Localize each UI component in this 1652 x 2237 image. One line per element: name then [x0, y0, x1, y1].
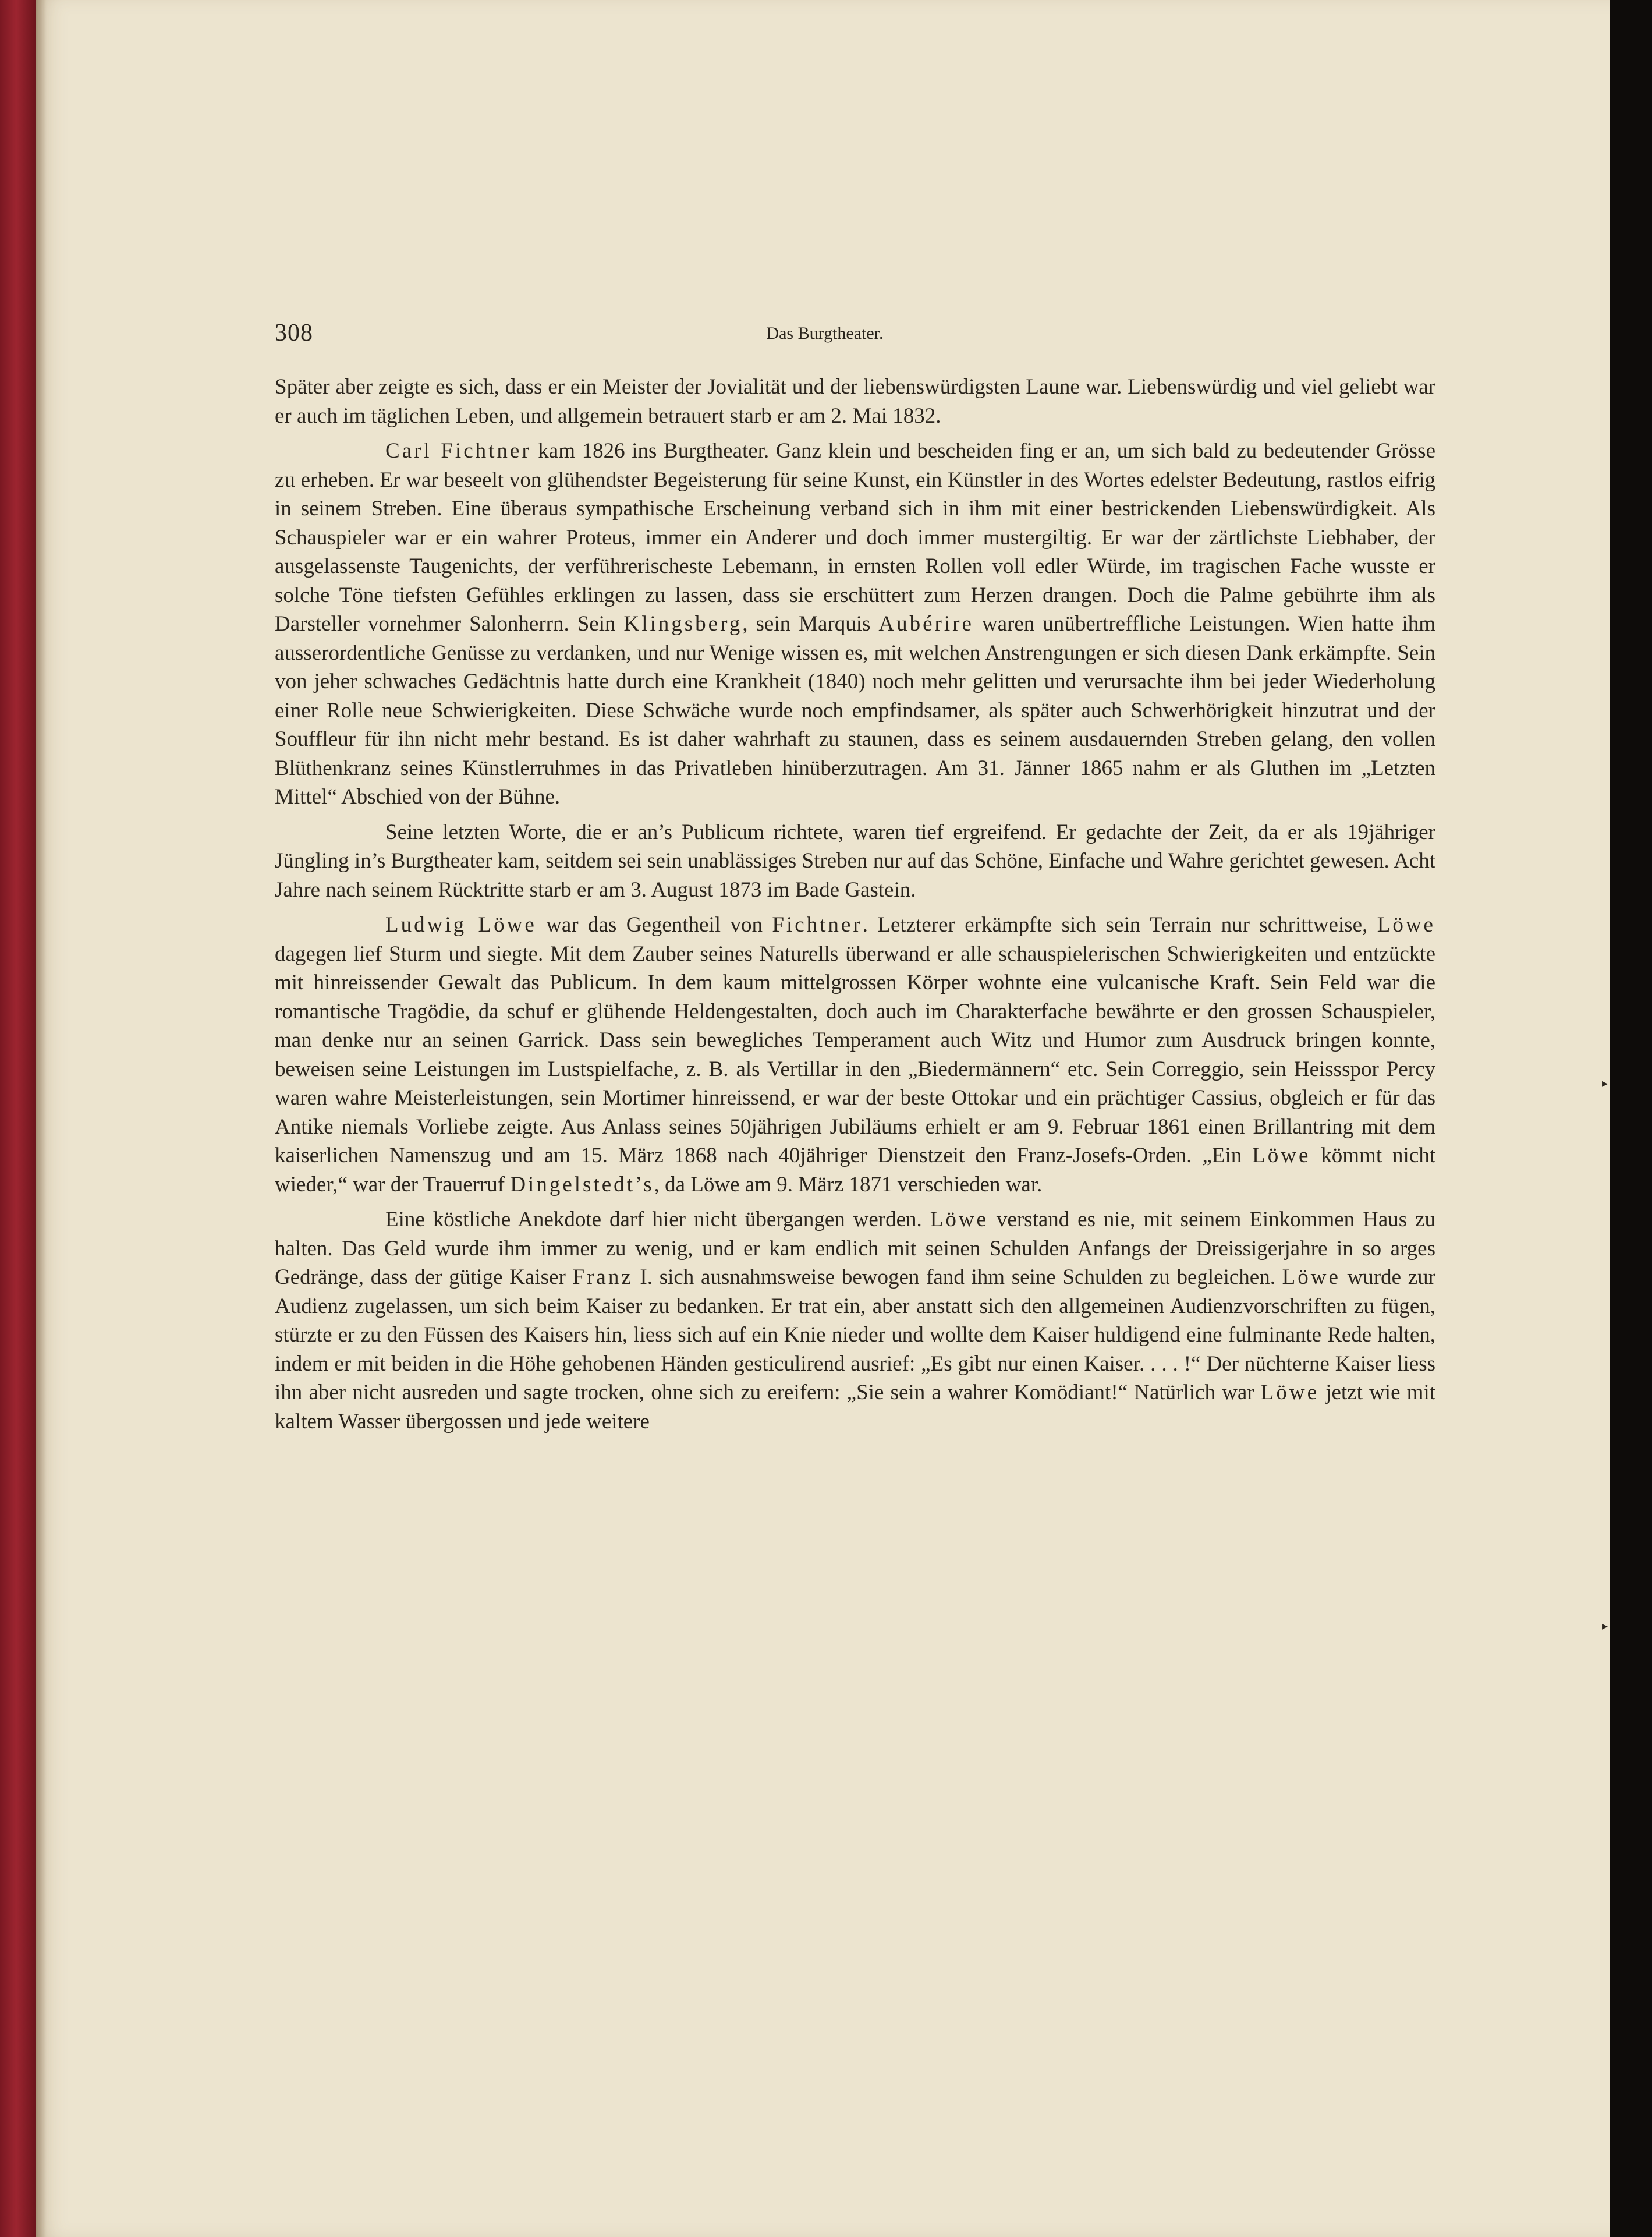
margin-mark: ▸ — [1602, 1619, 1608, 1633]
text-run: jetzt wie mit kaltem Wasser übergossen und jede weitere — [275, 1381, 1436, 1433]
text-run: Eine köstliche Anekdote darf hier nicht übergangen werden. — [385, 1208, 930, 1231]
spaced-name: Klingsberg — [623, 612, 743, 636]
scan-background-edge — [1610, 0, 1652, 2237]
text-run: wurde zur Audienz zugelassen, um sich beim Kaiser zu bedanken. Er trat ein, aber anstatt sich den allgemeinen Audienzvorschriften zu fügen, stürzte er zu den Füssen des Kaisers hin, liess sich auf ein Knie nieder und wollte dem Kaiser huldigend eine fulminante Rede halten, indem er mit beiden in die Höhe gehobenen Händen gesticulirend ausrief: „Es gibt nur einen Kaiser. . . . !“ Der nüchterne Kaiser liess ihn aber nicht ausreden und sagte trocken, ohne sich zu ereifern: „Sie sein a wahrer Komödiant!“ Natürlich war — [275, 1265, 1435, 1404]
running-title: Das Burgtheater. — [766, 324, 884, 343]
page-header — [275, 319, 1375, 354]
text-run: , da Löwe am 9. März 1871 verschieden war. — [654, 1172, 1043, 1197]
spaced-name: Löwe — [930, 1208, 988, 1231]
text-run: verstand es nie, mit seinem Einkommen Haus zu halten. Das Geld wurde ihm immer zu wenig, und er kam endlich mit seinen Schulden Anfangs der Dreissigerjahre in so arges Gedränge, dass der gütige Kaiser — [275, 1208, 1435, 1289]
text-run: kömmt nicht wieder,“ war der Trauerruf — [275, 1144, 1435, 1197]
spaced-name: Fichtner — [772, 913, 863, 937]
paragraph — [275, 437, 1435, 812]
spaced-name: Aubérire — [878, 612, 974, 636]
paragraph — [275, 911, 1435, 1199]
body-text — [275, 373, 1435, 1442]
text-run: Später aber zeigte es sich, dass er ein Meister der Jovialität und der liebenswürdigsten Laune war. Liebenswürdig und viel geliebt war er auch im täglichen Leben, und allgemein betrauert starb er am 2. Mai 1832. — [275, 375, 1435, 428]
text-run: waren unübertreffliche Leistungen. Wien hatte ihm ausserordentliche Genüsse zu verdanken, und nur Wenige wissen es, mit welchen Anstrengungen er sich diesen Dank erkämpfte. Sein von jeher schwaches Gedächtnis hatte durch eine Krankheit (1840) noch mehr gelitten und verursachte ihm bei jeder Wiederholung einer Rolle neue Schwierigkeiten. Diese Schwäche wurde noch empfindsamer, als später auch Schwerhörigkeit hinzutrat und der Souffleur für ihn nicht mehr bestand. Es ist daher wahrhaft zu staunen, dass es seinem ausdauernden Streben gelang, den vollen Blüthenkranz seines Künstlerruhmes in das Privatleben hinüberzutragen. Am 31. Jänner 1865 nahm er als Gluthen im „Letzten Mittel“ Abschied von der Bühne. — [275, 612, 1435, 809]
page-number: 308 — [275, 320, 313, 346]
spaced-name: Löwe — [1282, 1265, 1341, 1289]
paragraph — [275, 373, 1435, 430]
text-run: Seine letzten Worte, die er an’s Publicum richtete, waren tief ergreifend. Er gedachte der Zeit, da er als 19jähriger Jüngling in’s Burgtheater kam, seitdem sei sein unablässiges Streben nur auf das Schöne, Einfache und Wahre gerichtet gewesen. Acht Jahre nach seinem Rücktritte starb er am 3. August 1873 im Bade Gastein. — [275, 820, 1435, 902]
paragraph — [275, 1205, 1435, 1436]
text-run: I. sich ausnahmsweise bewogen fand ihm seine Schulden zu begleichen. — [633, 1265, 1282, 1289]
text-run: war das Gegentheil von — [536, 913, 772, 937]
spaced-name: Carl Fichtner — [385, 439, 531, 463]
margin-mark: ▸ — [1602, 1076, 1608, 1090]
text-run: kam 1826 ins Burgtheater. Ganz klein und bescheiden fing er an, um sich bald zu bedeutender Grösse zu erheben. Er war beseelt von glühendster Begeisterung für seine Kunst, ein Künstler in des Wortes edelster Bedeutung, rastlos eifrig in seinem Streben. Eine überaus sympathische Erscheinung verband sich in ihm mit einer bestrickenden Liebenswürdigkeit. Als Schauspieler war er ein wahrer Proteus, immer ein Anderer und doch immer mustergiltig. Er war der zärtlichste Liebhaber, der ausgelassenste Taugenichts, der verführerischeste Lebemann, in ernsten Rollen voll edler Würde, im tragischen Fache wusste er solche Töne tiefsten Gefühles erklingen zu lassen, dass sie erschüttert zum Herzen drangen. Doch die Palme gebührte ihm als Darsteller vornehmer Salonherrn. Sein — [275, 439, 1435, 636]
spaced-name: Dingelstedt’s — [510, 1172, 654, 1197]
text-run: . Letzterer erkämpfte sich sein Terrain nur schrittweise, — [862, 913, 1377, 937]
spaced-name: Löwe — [1377, 913, 1435, 937]
spaced-name: Franz — [572, 1265, 633, 1289]
spaced-name: Löwe — [1252, 1144, 1311, 1167]
gutter-shadow — [36, 0, 47, 2237]
text-run: dagegen lief Sturm und siegte. Mit dem Zauber seines Naturells überwand er alle schauspielerischen Schwierigkeiten und entzückte mit hinreissender Gewalt das Publicum. In dem kaum mittelgrossen Körper wohnte eine vulcanische Kraft. Sein Feld war die romantische Tragödie, da schuf er glühende Heldengestalten, doch auch im Charakterfache bewährte er den grossen Schauspieler, man denke nur an seinen Garrick. Dass sein bewegliches Temperament auch Witz und Humor zum Ausdruck bringen konnte, beweisen seine Leistungen im Lustspielfache, z. B. als Vertillar in den „Biedermännern“ etc. Sein Correggio, sein Heissspor Percy waren wahre Meisterleistungen, sein Mortimer hinreissend, er war der beste Ottokar und ein prächtiger Cassius, obgleich er für das Antike niemals Vorliebe zeigte. Aus Anlass seines 50jährigen Jubiläums erhielt er am 9. Februar 1861 einen Brillantring mit dem kaiserlichen Namenszug und am 15. März 1868 nach 40jähriger Dienstzeit den Franz-Josefs-Orden. „Ein — [275, 941, 1435, 1167]
paragraph — [275, 818, 1435, 905]
spaced-name: Löwe — [1260, 1381, 1320, 1404]
book-cover-edge — [0, 0, 36, 2237]
spaced-name: Ludwig Löwe — [385, 913, 537, 937]
text-run: , sein Marquis — [742, 612, 879, 636]
